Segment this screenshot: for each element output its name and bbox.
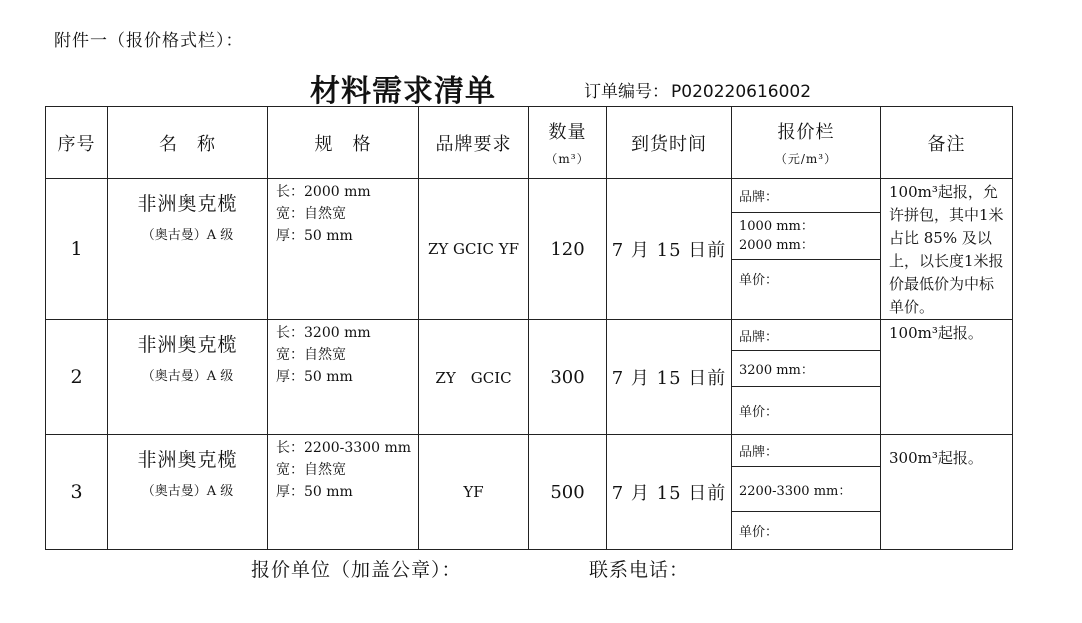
material-name: 非洲奥克榄 [137, 334, 238, 356]
row-arrival: 7 月 15 日前 [607, 320, 732, 435]
header-brand-requirement: 品牌要求 [419, 107, 529, 179]
row-quantity: 120 [529, 179, 607, 320]
quote-brand-field[interactable]: 品牌： [732, 320, 880, 351]
table-header-row [46, 107, 1013, 179]
header-quantity-unit: （m³） [545, 152, 590, 166]
spec-width: 宽：自然宽 [276, 347, 346, 363]
row-spec [268, 435, 419, 550]
row-remark [881, 435, 1013, 550]
remark-text: 300m³起报。 [889, 449, 983, 467]
row-quote [732, 435, 881, 550]
material-grade: （奥古曼）A 级 [141, 228, 234, 243]
quote-length-field[interactable] [732, 213, 880, 260]
spec-thickness: 厚：50 mm [276, 228, 353, 244]
quote-price-field[interactable]: 单价： [739, 524, 779, 540]
quote-length-1000: 1000 mm： [739, 219, 814, 234]
footer-contact-phone: 联系电话： [589, 559, 690, 581]
row-name [108, 179, 268, 320]
header-spec: 规 格 [268, 107, 419, 179]
quote-length-2000: 2000 mm： [739, 238, 814, 253]
header-quote [732, 107, 881, 179]
header-quantity-label: 数量 [548, 122, 587, 143]
row-name [108, 435, 268, 550]
table-row [46, 179, 1013, 320]
row-arrival: 7 月 15 日前 [607, 435, 732, 550]
row-seq: 1 [46, 179, 108, 320]
order-number-label: 订单编号： [584, 82, 669, 102]
row-spec [268, 320, 419, 435]
row-arrival: 7 月 15 日前 [607, 179, 732, 320]
row-remark [881, 320, 1013, 435]
attachment-label: 附件一（报价格式栏）： [54, 31, 244, 51]
material-grade: （奥古曼）A 级 [141, 484, 234, 499]
table-row [46, 320, 1013, 435]
order-number-value: P020220616002 [671, 82, 812, 102]
footer-quoting-company: 报价单位（加盖公章）： [251, 559, 462, 581]
header-remark: 备注 [881, 107, 1013, 179]
spec-width: 宽：自然宽 [276, 206, 346, 222]
row-quantity: 500 [529, 435, 607, 550]
material-grade: （奥古曼）A 级 [141, 369, 234, 384]
quote-price-field[interactable]: 单价： [739, 404, 779, 420]
remark-text: 100m³起报，允许拼包，其中1米占比 85% 及以上，以长度1米报价最低价为中标单价。 [889, 183, 1004, 316]
document-title: 材料需求清单 [310, 74, 496, 109]
header-quote-label: 报价栏 [777, 122, 835, 143]
spec-thickness: 厚：50 mm [276, 369, 353, 385]
spec-thickness: 厚：50 mm [276, 484, 353, 500]
row-remark [881, 179, 1013, 320]
header-quote-unit: （元/m³） [774, 152, 838, 166]
row-seq: 2 [46, 320, 108, 435]
row-brand: YF [419, 435, 529, 550]
row-quote [732, 320, 881, 435]
quote-brand-field[interactable]: 品牌： [732, 179, 880, 213]
remark-text: 100m³起报。 [889, 324, 983, 342]
header-quantity [529, 107, 607, 179]
header-arrival-time: 到货时间 [607, 107, 732, 179]
material-name: 非洲奥克榄 [137, 449, 238, 471]
header-seq: 序号 [46, 107, 108, 179]
spec-length: 长：2200-3300 mm [276, 440, 411, 456]
spec-length: 长：2000 mm [276, 184, 371, 200]
requirements-table [45, 106, 1013, 550]
row-brand: ZY GCIC [419, 320, 529, 435]
header-name: 名 称 [108, 107, 268, 179]
row-spec [268, 179, 419, 320]
order-number-line [582, 77, 811, 102]
quote-price-field[interactable]: 单价： [739, 273, 779, 288]
row-quantity: 300 [529, 320, 607, 435]
material-name: 非洲奥克榄 [137, 193, 238, 215]
table-row [46, 435, 1013, 550]
row-name [108, 320, 268, 435]
row-brand: ZY GCIC YF [419, 179, 529, 320]
row-quote [732, 179, 881, 320]
quote-length-field[interactable]: 2200-3300 mm： [732, 467, 880, 512]
quote-brand-field[interactable]: 品牌： [732, 435, 880, 467]
quote-length-field[interactable]: 3200 mm： [732, 351, 880, 387]
row-seq: 3 [46, 435, 108, 550]
spec-length: 长：3200 mm [276, 325, 371, 341]
spec-width: 宽：自然宽 [276, 462, 346, 478]
